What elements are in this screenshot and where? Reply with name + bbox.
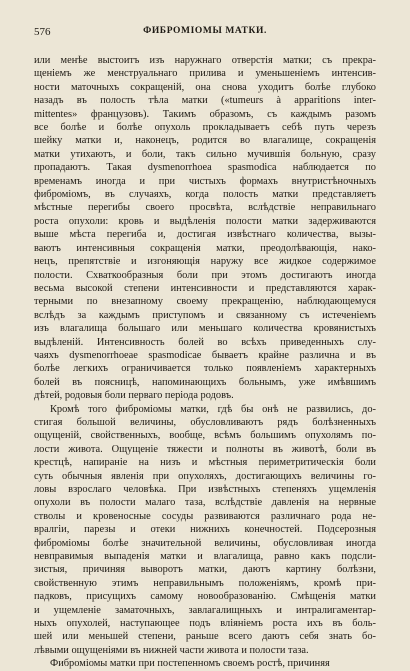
text-line: временамъ иногда и при чистыхъ формахъ внутристѣночныхъ <box>34 175 376 187</box>
text-line: матки утихаютъ, и боли, такъ сильно мучившія больную, сразу <box>34 148 376 160</box>
text-line: щеніемъ же менструальнаго прилива и уменьшеніемъ интенсив- <box>34 68 376 80</box>
text-line: зистыя, причиняя выворотъ матки, даютъ картину болѣзни, <box>34 564 376 576</box>
text-line: весьма высокой степени интенсивности и представляются харак- <box>34 282 376 294</box>
text-line: ощущеній, свойственныхъ, вообще, всѣмъ большимъ опухолямъ по- <box>34 430 376 442</box>
text-line: падковъ, присущихъ самому новообразованію. Смѣщенія матки <box>34 591 376 603</box>
text-line: Фибромiомы матки при постепенномъ своемъ ростѣ, причиняя <box>50 658 330 670</box>
text-line: болей въ поясницѣ, напоминающихъ больнымъ, уже имѣвшимъ <box>34 376 376 388</box>
text-line: вслѣдъ за каждымъ приступомъ и связанному съ истеченіемъ <box>34 309 376 321</box>
text-line: выше мѣста перегиба и, достигая извѣстнаго количества, вызы- <box>34 229 376 241</box>
text-line: выдѣленій. Интенсивность болей во всѣхъ приведенныхъ слу- <box>34 336 376 348</box>
text-line: ловы взрослаго человѣка. При извѣстныхъ степеняхъ ущемленія <box>34 484 376 495</box>
text-line: ности маточныхъ сокращеній, она снова уходитъ болѣе глубоко <box>34 81 376 93</box>
text-line: пропадаютъ. Такая dysmenorrhoea spasmodica наблюдается по <box>34 162 376 174</box>
paragraph <box>34 657 376 670</box>
text-line: вралгіи, парезы и отеки нижнихъ конечностей. Подсерозныя <box>34 524 376 536</box>
paragraph <box>34 403 376 658</box>
paragraph <box>34 54 376 403</box>
text-line: фибромiомы болѣе значительной величины, обусловливая иногда <box>34 537 376 549</box>
text-line: ваютъ интенсивныя сокращенія матки, преодолѣвающія, нако- <box>34 242 376 254</box>
text-line: лѣвыми ощущеніями въ нижней части живота и полости таза. <box>34 644 309 656</box>
text-line: свойственную этимъ неправильнымъ положеніямъ, кромѣ при- <box>34 577 376 589</box>
body-text <box>34 54 376 671</box>
text-line: полости. Схваткообразныя боли при этомъ достигаютъ иногда <box>34 269 376 281</box>
text-line: фибромiомъ, въ случаяхъ, когда полость матки представляетъ <box>34 189 376 201</box>
running-header <box>34 26 376 42</box>
text-line: шейку матки и, наконецъ, родится во влагалище, сокращенія <box>34 135 376 147</box>
text-line: роста опухоли: кровь и выдѣленія полости матки задерживаются <box>34 215 376 227</box>
text-line: или менѣе выстоитъ изъ наружнаго отверстія матки; съ прекра- <box>34 55 376 66</box>
text-line: невправимыя выпаденія матки и влагалища, равно какъ подсли- <box>34 551 376 563</box>
text-line: шей или меньшей степени, раньше всего даютъ себя знать бо- <box>34 631 376 643</box>
text-line: стигая большой величины, обусловливаютъ рядъ болѣзненныхъ <box>34 416 376 428</box>
text-line: стволы и кровеносные сосуды развиваются различнаго рода не- <box>34 510 376 522</box>
text-line: дѣтей, родовыя боли перваго періода родовъ. <box>34 390 234 402</box>
text-line: суть обычныя явленія при опухоляхъ, достигающихъ величины го- <box>34 470 376 482</box>
text-line: болѣе легкихъ ограничивается только появленіемъ характерныхъ <box>34 363 376 375</box>
text-line: mittentes» французовъ). Такимъ образомъ, съ каждымъ разомъ <box>34 108 376 120</box>
text-line: назадъ въ полость тѣла матки («tumeurs à apparitions inter- <box>34 95 376 107</box>
text-line: чаяхъ dysmenorrhoeae spasmodicae бываетъ крайне различна и въ <box>34 349 376 361</box>
text-line: крестцѣ, напираніе на низъ и мѣстныя периметритическія боли <box>34 457 376 469</box>
text-line: терными по внезапному своему прекращенію, наблюдающемуся <box>34 296 376 308</box>
text-line: лости живота. Ощущеніе тяжести и полноты въ животѣ, боли въ <box>34 443 376 455</box>
running-title: ФИБРОМІОМЫ МАТКИ. <box>143 26 267 36</box>
text-line: опухоли въ полости малаго таза, вслѣдствіе давленія на нервные <box>34 497 376 509</box>
text-line: нецъ, препятствіе и изгоняющія наружу все жидкое содержимое <box>34 256 376 268</box>
text-line: ныхъ опухолей, наступающее подъ вліяніемъ роста ихъ въ боль- <box>34 618 376 630</box>
text-line: и ущемленіе заматочныхъ, завлагалищныхъ и интралигаментар- <box>34 604 376 616</box>
page-number: 576 <box>34 26 51 38</box>
text-line: Кромѣ того фибромiомы матки, гдѣ бы онѣ не развились, до- <box>50 403 376 415</box>
text-line: изъ влагалища большаго или меньшаго количества кровянистыхъ <box>34 323 376 335</box>
text-line: все болѣе и болѣе опухоль прокладываетъ себѣ путь черезъ <box>34 122 376 134</box>
text-line: мѣстные перегибы своего просвѣта, вслѣдствіе неправильнаго <box>34 202 376 214</box>
